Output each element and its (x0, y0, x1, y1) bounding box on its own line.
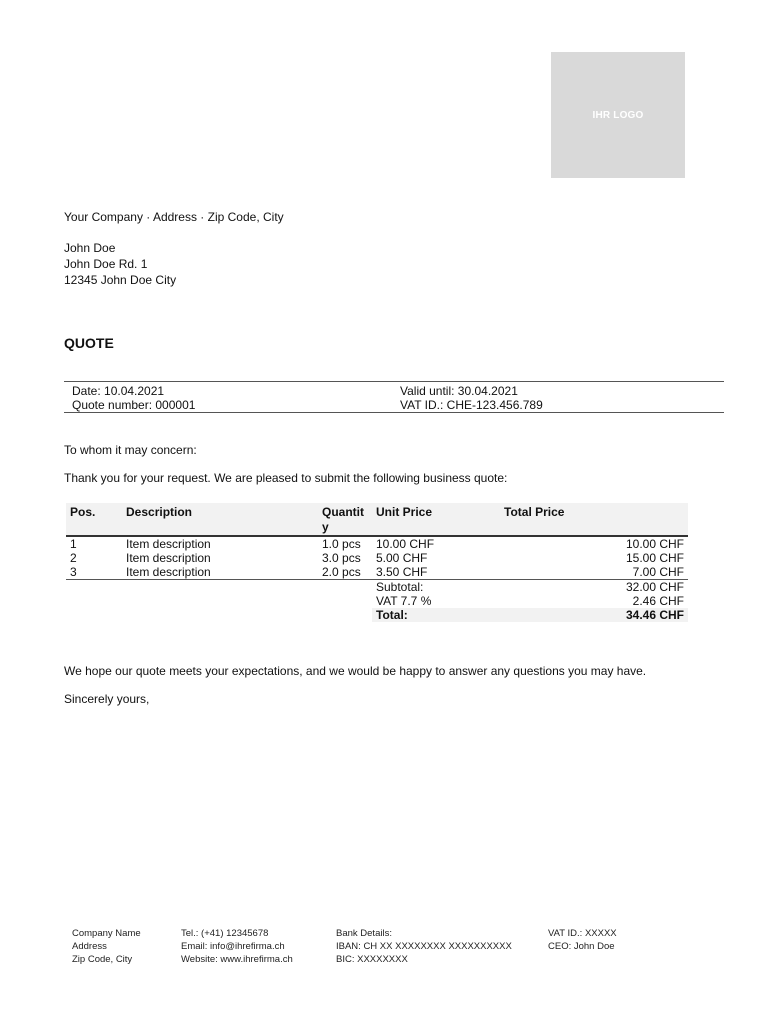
recipient-street: John Doe Rd. 1 (64, 257, 148, 271)
footer-company-column (72, 927, 141, 966)
sender-line: Your Company · Address · Zip Code, City (64, 210, 284, 224)
table-row (66, 565, 688, 580)
footer-phone: Tel.: (+41) 12345678 (181, 928, 269, 939)
vat-label: VAT 7.7 % (376, 594, 432, 608)
header-description: Description (122, 503, 318, 536)
footer-zip-city: Zip Code, City (72, 954, 133, 965)
total-value: 34.46 CHF (500, 608, 688, 622)
company-logo-placeholder (551, 52, 685, 178)
subtotal-value: 32.00 CHF (625, 580, 684, 594)
row-description: Item description (126, 551, 211, 565)
quote-number: Quote number: 000001 (72, 398, 196, 412)
row-total: 15.00 CHF (625, 551, 684, 565)
quote-valid-until: Valid until: 30.04.2021 (400, 384, 518, 398)
footer-contact-column (181, 927, 293, 966)
footer-company-name: Company Name (72, 928, 141, 939)
intro-text: Thank you for your request. We are pleased to submit the following business quote: (64, 471, 508, 485)
header-unit-price: Unit Price (372, 503, 500, 536)
quote-meta-box (64, 381, 724, 413)
row-total: 7.00 CHF (500, 565, 688, 580)
table-row (66, 536, 688, 551)
document-title: QUOTE (64, 335, 114, 351)
row-description: Item description (126, 537, 211, 551)
quote-items-table (66, 503, 688, 622)
total-row (66, 608, 688, 622)
row-unit-price: 10.00 CHF (376, 537, 435, 551)
vat-id: VAT ID.: CHE-123.456.789 (400, 398, 543, 412)
subtotal-label: Subtotal: (376, 580, 424, 594)
row-pos: 1 (70, 537, 77, 551)
vat-value: 2.46 CHF (632, 594, 684, 608)
total-label: Total: (372, 608, 500, 622)
table-header-row (66, 503, 688, 536)
footer-email: Email: info@ihrefirma.ch (181, 941, 285, 952)
header-quantity-label: Quantity (322, 505, 364, 534)
vat-row (66, 594, 688, 608)
row-pos: 2 (70, 551, 77, 565)
recipient-name: John Doe (64, 241, 116, 255)
row-quantity: 2.0 pcs (318, 565, 372, 580)
closing-text: We hope our quote meets your expectations, and we would be happy to answer any questions you may have. (64, 664, 647, 678)
footer-bic: BIC: XXXXXXXX (336, 954, 408, 965)
subtotal-row (66, 580, 688, 595)
row-pos: 3 (66, 565, 122, 580)
footer-ceo: CEO: John Doe (548, 941, 615, 952)
row-description: Item description (122, 565, 318, 580)
footer-bank-column (336, 927, 512, 966)
footer-address: Address (72, 941, 107, 952)
footer-iban: IBAN: CH XX XXXXXXXX XXXXXXXXXX (336, 941, 512, 952)
row-unit-price: 5.00 CHF (376, 551, 428, 565)
header-total-price: Total Price (500, 503, 688, 536)
recipient-address (64, 240, 176, 288)
footer-legal-column (548, 927, 617, 953)
signoff-text: Sincerely yours, (64, 692, 150, 706)
row-total: 10.00 CHF (625, 537, 684, 551)
table-row (66, 551, 688, 565)
row-quantity: 1.0 pcs (322, 537, 361, 551)
footer-website: Website: www.ihrefirma.ch (181, 954, 293, 965)
greeting: To whom it may concern: (64, 443, 197, 457)
footer-bank-label: Bank Details: (336, 928, 392, 939)
footer-vat-id: VAT ID.: XXXXX (548, 928, 617, 939)
logo-text: IHR LOGO (592, 109, 644, 121)
row-quantity: 3.0 pcs (322, 551, 361, 565)
recipient-city: 12345 John Doe City (64, 273, 177, 287)
row-unit-price: 3.50 CHF (372, 565, 500, 580)
header-quantity (318, 503, 372, 536)
quote-date: Date: 10.04.2021 (72, 384, 165, 398)
header-pos: Pos. (66, 503, 122, 536)
